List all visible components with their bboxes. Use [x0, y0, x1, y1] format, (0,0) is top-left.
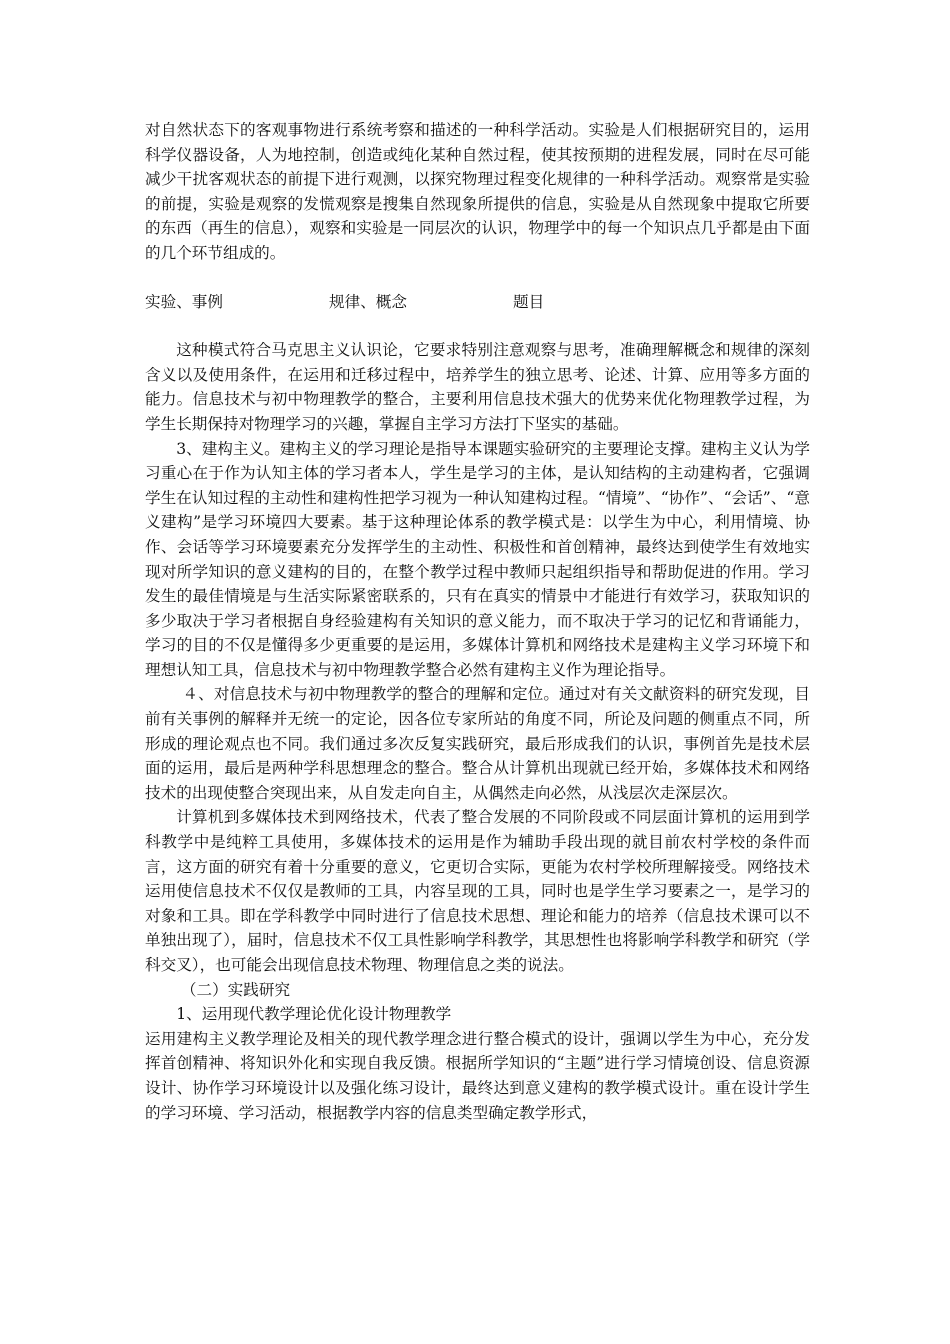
- subsection-heading-design: 1、运用现代教学理论优化设计物理教学: [176, 1005, 452, 1024]
- paragraph-observation-experiment: 对自然状态下的客观事物进行系统考察和描述的一种科学活动。实验是人们根据研究目的，运用科学仪器设备，人为地控制，创造或纯化某种自然过程，使其按预期的进程发展，同时在尽可能减少干扰客观状态的前提下进行观测，以探究物理过程变化规律的一种科学活动。观察常是实验的前提，实验是观察的发慌观察是搜集自然现象所提供的信息，实验是从自然现象中提取它所要的东西（再生的信息），观察和实验是一同层次的认识，物理学中的每一个知识点几乎都是由下面的几个环节组成的。: [145, 121, 810, 262]
- paragraph-constructivism: 3、建构主义。建构主义的学习理论是指导本课题实验研究的主要理论支撑。建构主义认为学习重心在于作为认知主体的学习者本人，学生是学习的主体，是认知结构的主动建构者，它强调学生在认知过程的主动性和建构性把学习视为一种认知建构过程。“情境”、“协作”、“会话”、“意义建构”是学习环境四大要素。基于这种理论体系的教学模式是：以学生为中心，利用情境、协作、会话等学习环境要素充分发挥学生的主动性、积极性和首创精神，最终达到使学生有效地实现对所学知识的意义建构的目的，在整个教学过程中教师只起组织指导和帮助促进的作用。学习发生的最佳情境是与生活实际紧密联系的，只有在真实的情景中才能进行有效学习，获取知识的多少取决于学习者根据自身经验建构有关知识的意义能力，而不取决于学习的记忆和背诵能力，学习的目的不仅是懂得多少更重要的是运用，多媒体计算机和网络技术是建构主义学习环境下和理想认知工具，信息技术与初中物理教学整合必然有建构主义作为理论指导。: [145, 439, 810, 679]
- paragraph-technology-stages: 计算机到多媒体技术到网络技术，代表了整合发展的不同阶段或不同层面计算机的运用到学科教学中是纯粹工具使用，多媒体技术的运用是作为辅助手段出现的就目前农村学校的条件而言，这方面的研究有着十分重要的意义，它更切合实际，更能为农村学校所理解接受。网络技术运用使信息技术不仅仅是教师的工具，内容呈现的工具，同时也是学生学习要素之一，是学习的对象和工具。即在学科教学中同时进行了信息技术思想、理论和能力的培养（信息技术课可以不单独出现了），届时，信息技术不仅工具性影响学科教学，其思想性也将影响学科教学和研究（学科交叉），也可能会出现信息技术物理、物理信息之类的说法。: [145, 808, 810, 974]
- section-heading-practice: （二）实践研究: [180, 980, 291, 999]
- paragraph-integration-positioning: ４、对信息技术与初中物理教学的整合的理解和定位。通过对有关文献资料的研究发现，目前有关事例的解释并无统一的定论，因各位专家所站的角度不同，所论及问题的侧重点不同，所形成的理论观点也不同。我们通过多次反复实践研究，最后形成我们的认识，事例首先是技术层面的运用，最后是两种学科思想理念的整合。整合从计算机出现就已经开始，多媒体技术和网络技术的出现使整合突现出来，从自发走向自主，从偶然走向必然，从浅层次走深层次。: [145, 685, 810, 802]
- knowledge-flow-row: [145, 290, 810, 315]
- flow-step-experiment: 实验、事例: [145, 292, 223, 311]
- document-page: [145, 118, 810, 1125]
- paragraph-design-model: 运用建构主义教学理论及相关的现代教学理念进行整合模式的设计，强调以学生为中心，充分发挥首创精神、将知识外化和实现自我反馈。根据所学知识的“主题”进行学习情境创设、信息资源设计、协作学习环境设计以及强化练习设计，最终达到意义建构的教学模式设计。重在设计学生的学习环境、学习活动，根据教学内容的信息类型确定教学形式，: [145, 1029, 810, 1122]
- flow-step-law: 规律、概念: [329, 292, 407, 311]
- flow-step-exercise: 题目: [513, 292, 545, 311]
- paragraph-epistemology: 这种模式符合马克思主义认识论，它要求特别注意观察与思考，准确理解概念和规律的深刻含义以及使用条件，在运用和迁移过程中，培养学生的独立思考、论述、计算、应用等多方面的能力。信息技术与初中物理教学的整合，主要利用信息技术强大的优势来优化物理教学过程，为学生长期保持对物理学习的兴趣，掌握自主学习方法打下坚实的基础。: [145, 341, 810, 433]
